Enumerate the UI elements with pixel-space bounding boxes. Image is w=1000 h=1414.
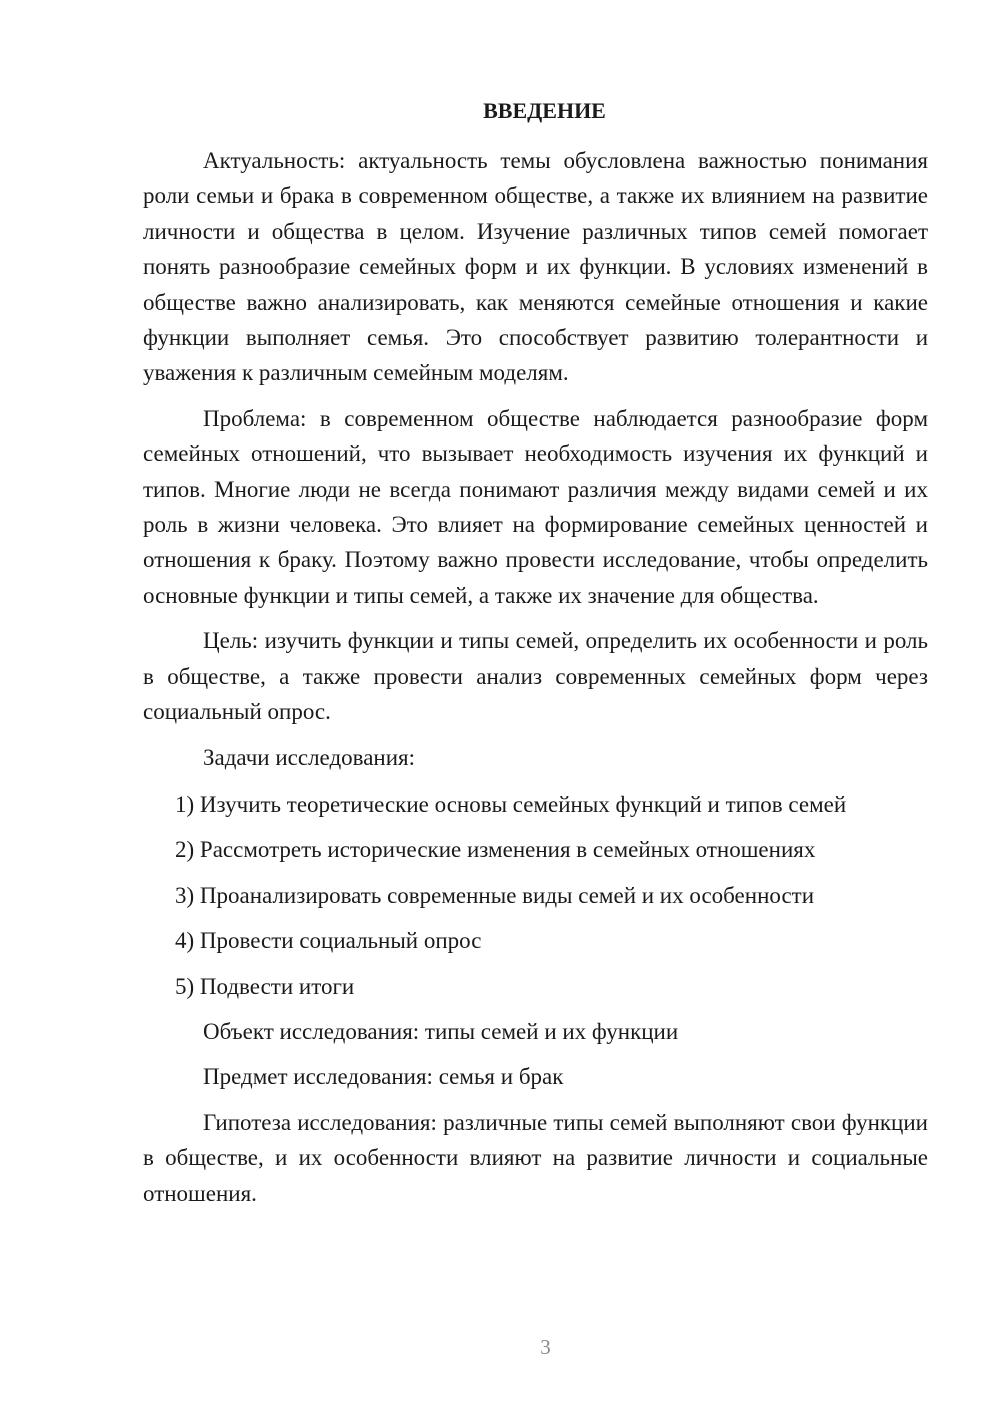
paragraph-problem: Проблема: в современном обществе наблюдается разнообразие форм семейных отношений, что вызывает необходимость изучения их функций и типов. Многие люди не всегда понимают различия между видами семей и их роль в жизни человека. Это влияет на формирование семейных ценностей и отношения к браку. Поэтому важно провести исследование, чтобы определить основные функции и типы семей, а также их значение для общества.	[143, 405, 928, 608]
list-item: 1) Изучить теоретические основы семейных функций и типов семей	[175, 791, 847, 817]
paragraph-subject: Предмет исследования: семья и брак	[203, 1064, 564, 1090]
page-number: 3	[540, 1335, 551, 1359]
paragraph-hypothesis: Гипотеза исследования: различные типы семей выполняют свои функции в обществе, и их особенности влияют на развитие личности и социальные отношения.	[143, 1109, 928, 1206]
document-body	[143, 143, 928, 1211]
list-item: 2) Рассмотреть исторические изменения в семейных отношениях	[175, 837, 816, 863]
tasks-heading: Задачи исследования:	[203, 744, 416, 770]
list-item: 5) Подвести итоги	[175, 973, 355, 999]
list-item: 3) Проанализировать современные виды семей и их особенности	[175, 882, 815, 908]
paragraph-relevance: Актуальность: актуальность темы обусловлена важностью понимания роли семьи и брака в современном обществе, а также их влиянием на развитие личности и общества в целом. Изучение различных типов семей помогает понять разнообразие семейных форм и их функции. В условиях изменений в обществе важно анализировать, как меняются семейные отношения и какие функции выполняет семья. Это способствует развитию толерантности и уважения к различным семейным моделям.	[143, 148, 928, 386]
document-page	[143, 0, 928, 1414]
paragraph-object: Объект исследования: типы семей и их функции	[203, 1018, 679, 1044]
paragraph-goal: Цель: изучить функции и типы семей, определить их особенности и роль в обществе, а также провести анализ современных семейных форм через социальный опрос.	[143, 628, 928, 725]
list-item: 4) Провести социальный опрос	[175, 928, 482, 954]
page-title: ВВЕДЕНИЕ	[483, 98, 606, 123]
tasks-list	[143, 787, 928, 1004]
